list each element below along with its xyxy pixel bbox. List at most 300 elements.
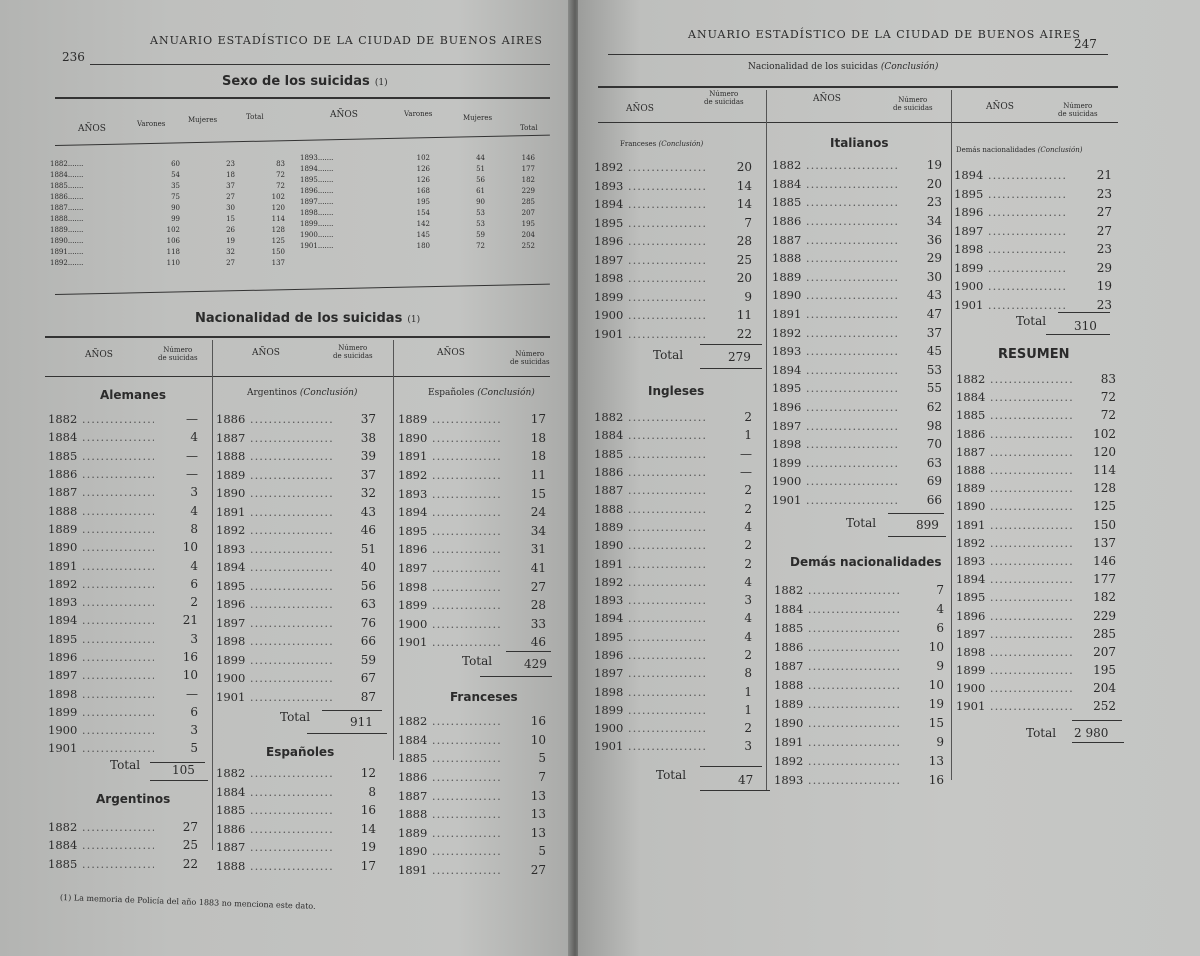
row-year: 1886 ..... xyxy=(594,465,708,479)
espanoles-title: Españoles xyxy=(266,745,335,759)
espanoles-conclusion-title: Españoles xyxy=(428,388,475,398)
row-year: 1894 ..... xyxy=(772,363,898,377)
row-value: 8 xyxy=(190,521,198,536)
row-value: 102 xyxy=(1093,426,1116,441)
row-value: 10 xyxy=(928,677,944,692)
resumen-total-rule xyxy=(1072,720,1122,721)
row-value: 1 xyxy=(744,428,752,443)
sexo-cell-t: 125 xyxy=(271,236,285,245)
row-value: 33 xyxy=(530,616,546,631)
table-row xyxy=(594,426,752,444)
row-year: 1891 ..... xyxy=(48,559,154,573)
row-year: 1896 ..... xyxy=(594,648,708,662)
row-year: 1888 ..... xyxy=(48,504,154,518)
table-row xyxy=(594,158,752,177)
sexo-cell-year: 1884....... xyxy=(50,170,84,179)
sexo-cell-m: 37 xyxy=(226,181,235,190)
row-value: 16 xyxy=(360,803,376,818)
sexo-row xyxy=(50,235,290,246)
row-value: 37 xyxy=(360,412,376,427)
row-value: 27 xyxy=(530,863,546,878)
row-year: 1886 ..... xyxy=(216,822,332,836)
sexo-cell-v: 90 xyxy=(171,203,180,212)
argentinos-table xyxy=(48,818,198,873)
row-year: 1886 ..... xyxy=(48,467,154,481)
row-year: 1892 ..... xyxy=(398,468,502,482)
row-year: 1893 ..... xyxy=(594,179,708,193)
row-year: 1882 ..... xyxy=(774,583,900,597)
table-row xyxy=(48,721,198,739)
row-value: 9 xyxy=(744,289,752,304)
table-row xyxy=(216,857,376,876)
sexo-row xyxy=(300,174,550,185)
row-year: 1892 ..... xyxy=(956,536,1072,550)
row-value: 28 xyxy=(530,598,546,613)
row-year: 1899 ..... xyxy=(398,598,502,612)
nac-header-numero-3: Número xyxy=(515,350,545,358)
right-header-numero-1: Número xyxy=(709,90,739,98)
row-value: 3 xyxy=(190,631,198,646)
franceses-total-rule xyxy=(700,344,762,345)
right-header-anos-3: AÑOS xyxy=(986,102,1014,112)
table-row xyxy=(954,185,1112,204)
table-row xyxy=(772,416,942,435)
row-year: 1888 ..... xyxy=(216,449,332,463)
row-value: 1 xyxy=(744,702,752,717)
row-year: 1901 ..... xyxy=(398,635,502,649)
row-value: 24 xyxy=(530,505,546,520)
row-year: 1886 ..... xyxy=(216,412,332,426)
row-value: 32 xyxy=(360,486,376,501)
row-year: 1890 ..... xyxy=(594,538,708,552)
table-row xyxy=(594,445,752,463)
left-page xyxy=(0,0,572,956)
row-year: 1899 ..... xyxy=(954,261,1068,275)
sexo-row xyxy=(300,163,550,174)
table-row xyxy=(954,259,1112,278)
row-value: 16 xyxy=(928,772,944,787)
row-year: 1889 ..... xyxy=(772,270,898,284)
row-value: 182 xyxy=(1093,590,1116,605)
franceses-total-label: Total xyxy=(653,348,684,362)
row-value: 8 xyxy=(368,784,376,799)
row-value: 27 xyxy=(530,579,546,594)
table-row xyxy=(774,732,944,751)
row-value: 39 xyxy=(360,449,376,464)
row-year: 1899 ..... xyxy=(594,290,708,304)
table-row xyxy=(216,484,376,503)
demas-conclusion-table xyxy=(954,166,1112,314)
row-year: 1885 ..... xyxy=(594,447,708,461)
row-year: 1897 ..... xyxy=(954,224,1068,238)
table-row xyxy=(398,410,546,429)
nac-title-wrap xyxy=(195,307,420,326)
table-row xyxy=(216,838,376,857)
table-row xyxy=(594,408,752,426)
sexo-cell-v: 154 xyxy=(416,208,430,217)
argentinos-conclusion-suffix: (Conclusión) xyxy=(299,388,358,398)
table-row xyxy=(398,842,546,861)
row-value: 23 xyxy=(1096,242,1112,257)
table-row xyxy=(398,824,546,843)
left-page-number: 236 xyxy=(62,50,85,64)
row-value: 7 xyxy=(744,215,752,230)
table-row xyxy=(398,503,546,522)
table-row xyxy=(772,212,942,231)
table-row xyxy=(594,232,752,251)
table-row xyxy=(48,739,198,757)
row-year: 1895 ..... xyxy=(956,590,1072,604)
row-value: 13 xyxy=(530,788,546,803)
row-year: 1889 ..... xyxy=(774,697,900,711)
table-row xyxy=(594,554,752,572)
row-value: 27 xyxy=(1096,223,1112,238)
table-row xyxy=(956,643,1116,661)
row-year: 1895 ..... xyxy=(48,632,154,646)
sexo-cell-year: 1888....... xyxy=(50,214,84,223)
table-row xyxy=(216,632,376,651)
sexo-header-mujeres-1: Mujeres xyxy=(188,116,218,124)
right-subtitle-suffix: (Conclusión) xyxy=(880,62,939,72)
ingleses-total-rule xyxy=(700,766,762,767)
table-row xyxy=(594,177,752,196)
row-year: 1900 ..... xyxy=(48,723,154,737)
row-value: 9 xyxy=(936,734,944,749)
sexo-cell-v: 110 xyxy=(166,258,180,267)
right-divider-1 xyxy=(766,90,767,790)
table-row xyxy=(774,713,944,732)
sexo-header-anos-1: AÑOS xyxy=(78,124,106,134)
table-row xyxy=(774,599,944,618)
alemanes-total-label: Total xyxy=(110,758,141,772)
table-row xyxy=(398,633,546,652)
table-row xyxy=(48,447,198,465)
table-row xyxy=(774,751,944,770)
table-row xyxy=(772,379,942,398)
row-value: 70 xyxy=(926,437,942,452)
row-year: 1895 ..... xyxy=(594,630,708,644)
row-year: 1898 ..... xyxy=(398,580,502,594)
row-year: 1890 ..... xyxy=(398,844,502,858)
sexo-cell-v: 126 xyxy=(416,175,430,184)
row-year: 1895 ..... xyxy=(216,579,332,593)
row-year: 1890 ..... xyxy=(774,716,900,730)
row-value: 34 xyxy=(530,523,546,538)
espanoles-total-value: 429 xyxy=(524,657,547,671)
row-value: 41 xyxy=(530,561,546,576)
right-divider-2 xyxy=(951,90,952,780)
table-row xyxy=(398,805,546,824)
table-row xyxy=(48,611,198,629)
table-row xyxy=(48,593,198,611)
table-row xyxy=(48,703,198,721)
table-row xyxy=(594,628,752,646)
ingleses-total-bottom-rule xyxy=(700,790,770,791)
sexo-cell-m: 51 xyxy=(476,164,485,173)
sexo-cell-year: 1892....... xyxy=(50,258,84,267)
nac-divider-2 xyxy=(393,340,394,760)
sexo-cell-t: 150 xyxy=(271,247,285,256)
sexo-row xyxy=(50,257,290,268)
table-row xyxy=(398,786,546,805)
table-row xyxy=(594,591,752,609)
table-row xyxy=(216,669,376,688)
table-row xyxy=(594,499,752,517)
argentinos-title: Argentinos xyxy=(96,792,171,806)
row-year: 1889 ..... xyxy=(48,522,154,536)
row-value: 4 xyxy=(190,558,198,573)
right-header-anos-1: AÑOS xyxy=(626,104,654,114)
row-year: 1884 ..... xyxy=(48,838,154,852)
sexo-cell-t: 204 xyxy=(521,230,535,239)
sexo-cell-t: 195 xyxy=(521,219,535,228)
row-value: 47 xyxy=(926,307,942,322)
sexo-cell-t: 177 xyxy=(521,164,535,173)
table-row xyxy=(594,646,752,664)
sexo-cell-m: 19 xyxy=(226,236,235,245)
row-value: 120 xyxy=(1093,444,1116,459)
nac-header-suicidas-2: de suicidas xyxy=(333,352,373,360)
table-row xyxy=(772,249,942,268)
row-year: 1897 ..... xyxy=(772,419,898,433)
table-row xyxy=(956,425,1116,443)
row-year: 1885 ..... xyxy=(398,751,502,765)
sexo-cell-v: 106 xyxy=(166,236,180,245)
row-year: 1896 ..... xyxy=(956,609,1072,623)
table-row xyxy=(772,342,942,361)
row-year: 1897 ..... xyxy=(216,616,332,630)
table-row xyxy=(772,454,942,473)
row-year: 1885 ..... xyxy=(774,621,900,635)
row-value: 6 xyxy=(936,620,944,635)
row-year: 1897 ..... xyxy=(398,561,502,575)
sexo-title: Sexo de los suicidas xyxy=(222,74,370,89)
table-row xyxy=(594,214,752,233)
table-row xyxy=(398,712,546,731)
right-header-rule-2 xyxy=(598,122,1118,123)
espanoles-total-rule xyxy=(506,651,551,652)
row-year: 1898 ..... xyxy=(772,437,898,451)
row-year: 1893 ..... xyxy=(216,542,332,556)
right-header-suicidas-2: de suicidas xyxy=(893,104,933,112)
sexo-row xyxy=(300,196,550,207)
sexo-cell-m: 27 xyxy=(226,192,235,201)
table-row xyxy=(956,606,1116,624)
table-row xyxy=(48,556,198,574)
row-value: 16 xyxy=(530,714,546,729)
row-value: 14 xyxy=(736,178,752,193)
row-year: 1889 ..... xyxy=(216,468,332,482)
sexo-row xyxy=(50,202,290,213)
row-value: 4 xyxy=(744,629,752,644)
row-year: 1895 ..... xyxy=(772,381,898,395)
row-value: — xyxy=(186,412,198,427)
row-year: 1891 ..... xyxy=(216,505,332,519)
nac-header-anos-3: AÑOS xyxy=(437,348,465,358)
row-year: 1884 ..... xyxy=(48,430,154,444)
row-value: 20 xyxy=(926,176,942,191)
row-year: 1889 ..... xyxy=(398,826,502,840)
sexo-note-mark: (1) xyxy=(374,78,388,88)
nac-header-rule xyxy=(45,376,550,377)
row-value: 7 xyxy=(538,770,546,785)
nac-header-anos-1: AÑOS xyxy=(85,350,113,360)
demas-conclusion-title-wrap xyxy=(956,146,1082,154)
franceses-total-value: 279 xyxy=(728,350,751,364)
row-year: 1893 ..... xyxy=(594,593,708,607)
sexo-cell-m: 32 xyxy=(226,247,235,256)
demas-total-label: Total xyxy=(1016,314,1047,328)
sexo-cell-t: 72 xyxy=(276,170,285,179)
row-value: 53 xyxy=(926,362,942,377)
row-year: 1891 ..... xyxy=(774,735,900,749)
row-year: 1894 ..... xyxy=(398,505,502,519)
nac-title: Nacionalidad de los suicidas xyxy=(195,311,403,326)
sexo-cell-m: 26 xyxy=(226,225,235,234)
row-year: 1885 ..... xyxy=(48,857,154,871)
row-value: — xyxy=(740,465,752,480)
row-year: 1892 ..... xyxy=(48,577,154,591)
sexo-cell-t: 137 xyxy=(271,258,285,267)
row-year: 1888 ..... xyxy=(216,859,332,873)
sexo-cell-year: 1891....... xyxy=(50,247,84,256)
row-value: 22 xyxy=(182,856,198,871)
row-year: 1890 ..... xyxy=(48,540,154,554)
table-row xyxy=(594,518,752,536)
row-value: 98 xyxy=(926,418,942,433)
nac-header-suicidas-3: de suicidas xyxy=(510,358,550,366)
italianos-total-bottom-rule xyxy=(888,536,946,537)
table-row xyxy=(398,447,546,466)
sexo-cell-v: 102 xyxy=(416,153,430,162)
sexo-cell-v: 126 xyxy=(416,164,430,173)
row-year: 1882 ..... xyxy=(594,410,708,424)
row-value: 2 xyxy=(744,538,752,553)
row-value: 6 xyxy=(190,704,198,719)
row-value: — xyxy=(186,448,198,463)
table-row xyxy=(594,251,752,270)
row-value: 19 xyxy=(926,158,942,173)
row-value: 252 xyxy=(1093,699,1116,714)
row-value: 9 xyxy=(936,658,944,673)
right-header-suicidas-1: de suicidas xyxy=(704,98,744,106)
table-row xyxy=(398,768,546,787)
table-row xyxy=(216,503,376,522)
sexo-cell-v: 35 xyxy=(171,181,180,190)
row-year: 1891 ..... xyxy=(594,557,708,571)
row-value: 229 xyxy=(1093,608,1116,623)
row-year: 1901 ..... xyxy=(216,690,332,704)
row-value: 3 xyxy=(744,593,752,608)
sexo-cell-year: 1895....... xyxy=(300,175,334,184)
row-value: 17 xyxy=(360,858,376,873)
row-value: 2 xyxy=(190,595,198,610)
table-row xyxy=(956,534,1116,552)
row-year: 1893 ..... xyxy=(398,487,502,501)
row-year: 1898 ..... xyxy=(594,685,708,699)
row-year: 1887 ..... xyxy=(772,233,898,247)
sexo-cell-year: 1900....... xyxy=(300,230,334,239)
right-header-numero-2: Número xyxy=(898,96,928,104)
row-year: 1887 ..... xyxy=(594,483,708,497)
espanoles-conclusion-table xyxy=(398,410,546,652)
table-row xyxy=(398,615,546,634)
row-value: 4 xyxy=(190,430,198,445)
sexo-cell-t: 102 xyxy=(271,192,285,201)
sexo-cell-t: 252 xyxy=(521,241,535,250)
row-value: 40 xyxy=(360,560,376,575)
sexo-row xyxy=(300,207,550,218)
row-year: 1900 ..... xyxy=(956,681,1072,695)
row-year: 1901 ..... xyxy=(956,699,1072,713)
resumen-table xyxy=(956,370,1116,716)
right-header-numero-3: Número xyxy=(1063,102,1093,110)
row-year: 1892 ..... xyxy=(594,575,708,589)
sexo-cell-year: 1899....... xyxy=(300,219,334,228)
row-value: 72 xyxy=(1100,390,1116,405)
franceses-conclusion-table xyxy=(594,158,752,343)
right-running-header: ANUARIO ESTADÍSTICO DE LA CIUDAD DE BUENOS AIRES xyxy=(688,28,1081,41)
left-running-header: ANUARIO ESTADÍSTICO DE LA CIUDAD DE BUENOS AIRES xyxy=(150,34,543,47)
row-year: 1897 ..... xyxy=(594,666,708,680)
sexo-cell-v: 60 xyxy=(171,159,180,168)
row-year: 1884 ..... xyxy=(594,428,708,442)
row-value: 23 xyxy=(926,195,942,210)
sexo-cell-m: 15 xyxy=(226,214,235,223)
right-top-rule xyxy=(598,86,1118,88)
sexo-header-total-1: Total xyxy=(246,113,264,121)
table-row xyxy=(398,522,546,541)
row-value: 76 xyxy=(360,615,376,630)
table-row xyxy=(398,466,546,485)
argentinos-conclusion-title-wrap xyxy=(247,388,357,398)
sexo-cell-year: 1887....... xyxy=(50,203,84,212)
row-year: 1900 ..... xyxy=(594,308,708,322)
row-value: 22 xyxy=(736,326,752,341)
italianos-total-rule xyxy=(888,513,944,514)
sexo-cell-m: 30 xyxy=(226,203,235,212)
row-value: 21 xyxy=(1096,168,1112,183)
table-row xyxy=(956,552,1116,570)
ingleses-total-label: Total xyxy=(656,768,687,782)
row-value: 177 xyxy=(1093,572,1116,587)
row-value: 21 xyxy=(182,613,198,628)
row-value: 63 xyxy=(926,455,942,470)
row-year: 1892 ..... xyxy=(774,754,900,768)
sexo-cell-year: 1896....... xyxy=(300,186,334,195)
table-row xyxy=(48,410,198,428)
row-year: 1892 ..... xyxy=(594,160,708,174)
sexo-cell-v: 75 xyxy=(171,192,180,201)
row-year: 1886 ..... xyxy=(774,640,900,654)
table-row xyxy=(956,679,1116,697)
italianos-total-label: Total xyxy=(846,516,877,530)
row-value: 36 xyxy=(926,232,942,247)
row-value: 27 xyxy=(182,820,198,835)
alemanes-table xyxy=(48,410,198,758)
row-value: 2 xyxy=(744,483,752,498)
sexo-cell-m: 61 xyxy=(476,186,485,195)
table-row xyxy=(48,520,198,538)
row-value: 87 xyxy=(360,689,376,704)
table-row xyxy=(772,491,942,510)
table-row xyxy=(48,465,198,483)
row-year: 1886 ..... xyxy=(772,214,898,228)
sexo-cell-year: 1901....... xyxy=(300,241,334,250)
row-year: 1895 ..... xyxy=(594,216,708,230)
nac-header-num-1 xyxy=(158,346,198,362)
sexo-row xyxy=(300,185,550,196)
